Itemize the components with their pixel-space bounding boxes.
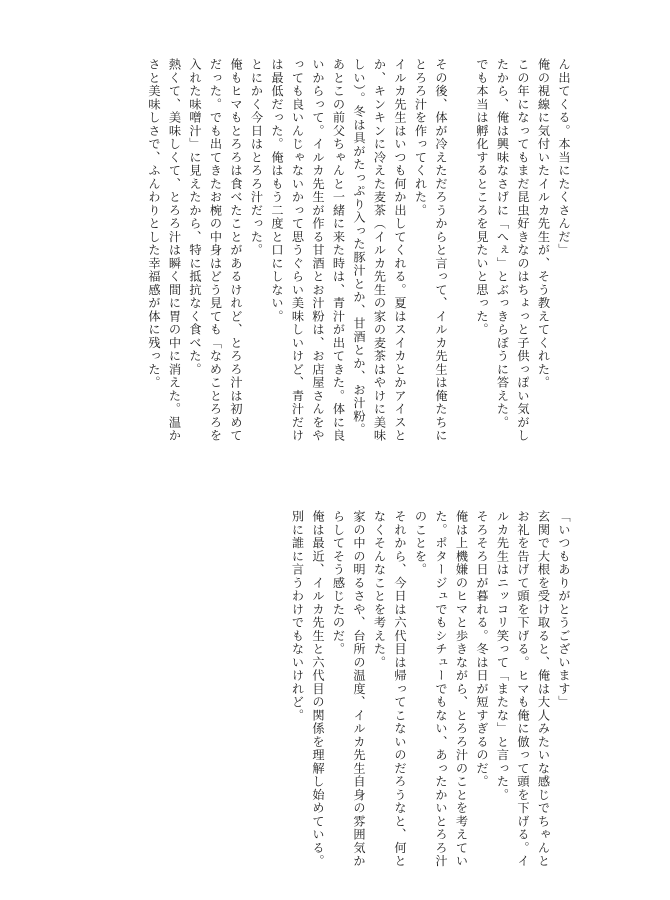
paragraph-blank [451,58,472,448]
lower-text-block [287,510,574,880]
paragraph: 俺は最近、イルカ先生と六代目の関係を理解し始めている。別に誰に言うわけでもないけれど。 [290,510,325,868]
paragraph: それから、今日は六代目は帰ってこないのだろうなと、何となくそんなことを考えた。 [372,510,407,868]
paragraph: でも本当は孵化するところを見たいと思った。 [475,58,489,337]
paragraph: そろそろ日が暮れる。冬は日が短すぎるのだ。 [475,510,489,789]
paragraph: とにかく今日はとろろ汁だった。 [249,58,264,257]
paragraph: ん出てくる。本当にたくさんだ」 [557,58,571,257]
paragraph: 家の中の明るさや、台所の温度、イルカ先生自身の雰囲気からしてそう感じたのだ。 [331,510,366,868]
paragraph: この年になってもまだ昆虫好きなのはちょっと子供っぽい気がしたから、俺は興味なさげに「へぇ」とぶっきらぼうに答えた。 [495,58,530,443]
paragraph: 俺の視線に気付いたイルカ先生が、そう教えてくれた。 [536,58,551,390]
paragraph: 俺は上機嫌のヒマと歩きながら、とろろ汁のことを考えていた。ポタージュでもシチューでもない、あったかいとろろ汁のことを。 [413,510,469,868]
paragraph: 「いつもありがとうございます」 [557,510,571,709]
paragraph: 俺もヒマもとろろは食べたことがあるけれど、とろろ汁は初めてだった。でも出てきたお椀の中身はどう見ても「なめことろろを入れた味噌汁」に見えたから、特に抵抗なく食べた。 [188,58,243,443]
paragraph: 玄関で大根を受け取ると、俺は大人みたいな感じでちゃんとお礼を告げて頭を下げる。ヒマも俺に倣って頭を下げる。イルカ先生はニッコリ笑って「またな」と言った。 [495,510,551,868]
paragraph: イルカ先生はいつも何か出してくれる。夏はスイカとかアイスとか、キンキンに冷えた麦茶（イルカ先生の家の麦茶はやけに美味しい）。冬は具がたっぷり入った豚汁とか、甘酒とか、お汁粉。あとこの前父ちゃんと一緒に来た時は、青汁が出てきた。体に良いからって。イルカ先生が作る甘酒とお汁粉は、お店屋さんをやっても良いんじゃないかって思うぐらい美味しいけど、青汁だけは最低だった。俺はもう二度と口にしない。 [270,58,407,443]
upper-text-block [144,58,575,448]
paragraph: その後、体が冷えただろうからと言って、イルカ先生は俺たちにとろろ汁を作ってくれた。 [413,58,448,443]
paragraph: 熱くて、美味しくて、とろろ汁は瞬く間に胃の中に消えた。温かさと美味しさで、ふんわりとした幸福感が体に残った。 [147,58,182,443]
